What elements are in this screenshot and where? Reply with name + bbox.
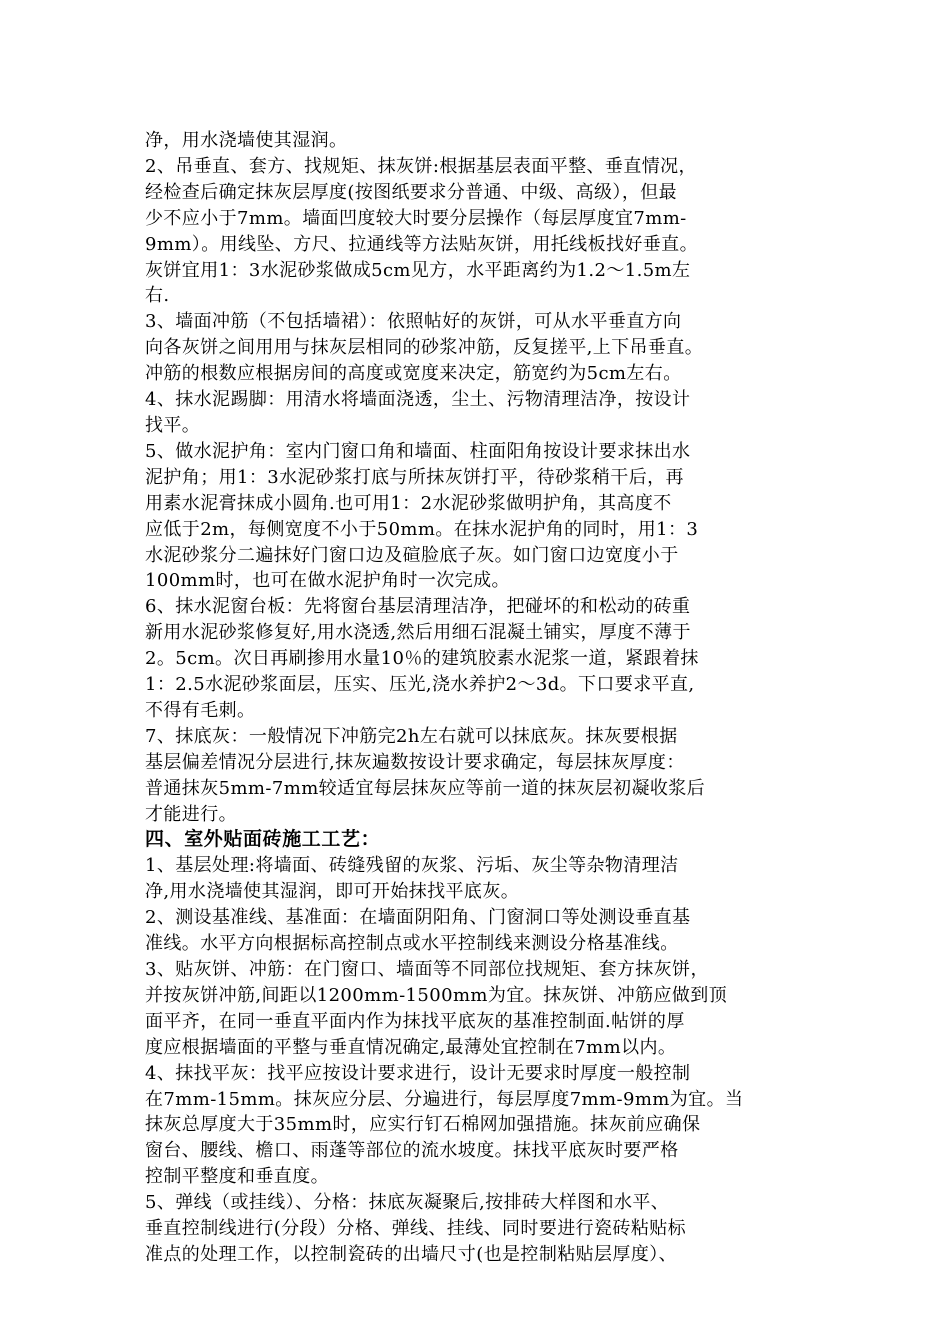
text-line: 新用水泥砂浆修复好,用水浇透,然后用细石混凝土铺实，厚度不薄于 (145, 622, 691, 644)
text-line: 2、测设基准线、基准面：在墙面阴阳角、门窗洞口等处测设垂直基 (145, 907, 691, 929)
text-line: 用素水泥膏抹成小圆角.也可用1：2水泥砂浆做明护角，其高度不 (145, 492, 672, 514)
text-line: 100mm时，也可在做水泥护角时一次完成。 (145, 570, 510, 592)
text-line: 4、抹水泥踢脚：用清水将墙面浇透，尘土、污物清理洁净，按设计 (145, 389, 691, 411)
text-line: 5、做水泥护角：室内门窗口角和墙面、柱面阳角按设计要求抹出水 (145, 440, 691, 462)
text-line: 垂直控制线进行(分段）分格、弹线、挂线、同时要进行瓷砖粘贴标 (145, 1218, 687, 1240)
text-line: 抹灰总厚度大于35mm时，应实行钉石棉网加强措施。抹灰前应确保 (145, 1114, 701, 1136)
text-line: 应低于2m，每侧宽度不小于50mm。在抹水泥护角的同时，用1：3 (145, 518, 699, 540)
text-line: 面平齐，在同一垂直平面内作为抹找平底灰的基准控制面.帖饼的厚 (145, 1010, 685, 1032)
text-line: 净,用水浇墙使其湿润，即可开始抹找平底灰。 (145, 881, 520, 903)
text-line: 3、贴灰饼、冲筋：在门窗口、墙面等不同部位找规矩、套方抹灰饼， (145, 959, 709, 980)
text-line: 普通抹灰5mm-7mm较适宜每层抹灰应等前一道的抹灰层初凝收浆后 (145, 777, 706, 799)
text-line: 才能进行。 (145, 803, 237, 825)
text-line: 基层偏差情况分层进行,抹灰遍数按设计要求确定，每层抹灰厚度： (145, 751, 685, 773)
text-line: 2、吊垂直、套方、找规矩、抹灰饼:根据基层表面平整、垂直情况， (145, 155, 697, 177)
text-line: 1、基层处理:将墙面、砖缝残留的灰浆、污垢、灰尘等杂物清理洁 (145, 855, 679, 877)
text-line: 度应根据墙面的平整与垂直情况确定,最薄处宜控制在7mm以内。 (145, 1036, 677, 1058)
document-body (145, 128, 825, 1268)
text-line: 9mm）。用线坠、方尺、拉通线等方法贴灰饼，用托线板找好垂直。 (145, 233, 698, 255)
text-line: 水泥砂浆分二遍抹好门窗口边及碹脸底子灰。如门窗口边宽度小于 (145, 544, 679, 566)
text-line: 准线。水平方向根据标高控制点或水平控制线来测设分格基准线。 (145, 933, 679, 955)
text-line: 4、抹找平灰：找平应按设计要求进行，设计无要求时厚度一般控制 (145, 1062, 691, 1084)
text-line: 少不应小于7mm。墙面凹度较大时要分层操作（每层厚度宜7mm- (145, 207, 687, 229)
text-line: 灰饼宜用1：3水泥砂浆做成5cm见方，水平距离约为1.2～1.5m左 (145, 259, 691, 281)
text-line: 右. (145, 285, 170, 307)
text-line: 准点的处理工作，以控制瓷砖的出墙尺寸(也是控制粘贴层厚度）、 (145, 1243, 678, 1265)
text-line: 在7mm-15mm。抹灰应分层、分遍进行，每层厚度7mm-9mm为宜。当 (145, 1088, 744, 1110)
section-heading: 四、室外贴面砖施工工艺： (145, 828, 381, 851)
text-line: 窗台、腰线、檐口、雨蓬等部位的流水坡度。抹找平底灰时要严格 (145, 1140, 679, 1162)
text-line: 5、弹线（或挂线）、分格：抹底灰凝聚后,按排砖大样图和水平、 (145, 1192, 670, 1214)
text-line: 净，用水浇墙使其湿润。 (145, 130, 348, 151)
text-line: 并按灰饼冲筋,间距以1200mm-1500mm为宜。抹灰饼、冲筋应做到顶 (145, 984, 728, 1006)
text-line: 不得有毛刺。 (145, 699, 256, 721)
text-line: 2。5cm。次日再刷掺用水量10％的建筑胶素水泥浆一道，紧跟着抹 (145, 648, 699, 670)
text-line: 找平。 (145, 414, 201, 436)
text-line: 7、抹底灰：一般情况下冲筋完2h左右就可以抹底灰。抹灰要根据 (145, 725, 678, 747)
text-line: 3、墙面冲筋（不包括墙裙）：依照帖好的灰饼，可从水平垂直方向 (145, 311, 682, 333)
text-line: 冲筋的根数应根据房间的高度或宽度来决定，筋宽约为5cm左右。 (145, 363, 682, 385)
text-line: 6、抹水泥窗台板：先将窗台基层清理洁净，把碰坏的和松动的砖重 (145, 596, 691, 618)
text-line: 向各灰饼之间用用与抹灰层相同的砂浆冲筋，反复搓平,上下吊垂直。 (145, 337, 704, 359)
text-line: 经检查后确定抹灰层厚度(按图纸要求分普通、中级、高级），但最 (145, 181, 678, 203)
text-line: 泥护角；用1：3水泥砂浆打底与所抹灰饼打平，待砂浆稍干后，再 (145, 466, 684, 488)
text-line: 1：2.5水泥砂浆面层，压实、压光,浇水养护2～3d。下口要求平直, (145, 674, 695, 696)
text-line: 控制平整度和垂直度。 (145, 1166, 329, 1188)
